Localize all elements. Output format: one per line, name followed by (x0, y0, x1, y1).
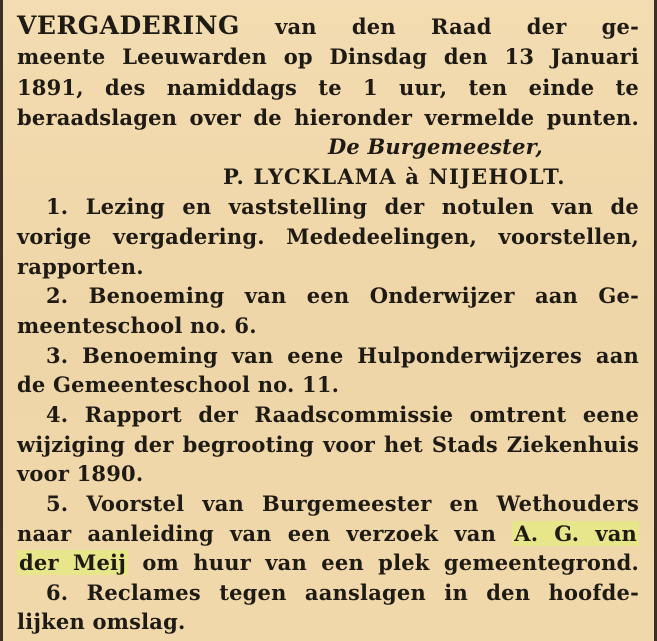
clipping-edge-left (0, 0, 3, 641)
agenda-item-4-line-3: voor 1890. (17, 461, 144, 486)
header-line-1 (17, 12, 639, 41)
header-line-4: beraadslagen over de hieronder vermelde punten. (17, 105, 639, 130)
agenda-item-3-line-2: de Gemeenteschool no. 11. (17, 372, 340, 397)
agenda-item-6-line-2: lijken omslag. (17, 609, 186, 634)
agenda-item-5-line-2 (17, 520, 639, 548)
agenda-item-2-line-2: meenteschool no. 6. (17, 313, 257, 338)
agenda-item-3-line-1: 3. Benoeming van eene Hulponderwijzeres aan (46, 343, 639, 368)
agenda-item-4-line-2: wijziging der begrooting voor het Stads Ziekenhuis (17, 432, 639, 457)
highlighted-name-part-1: A. G. van (514, 521, 637, 546)
highlighted-name-part-2: der Meij (19, 550, 127, 575)
agenda-item-1-line-2: vorige vergadering. Mededeelingen, voorstellen, (17, 224, 639, 249)
agenda-item-1-line-3: rapporten. (17, 254, 144, 279)
signature-name: P. LYCKLAMA à NIJEHOLT. (223, 164, 566, 189)
agenda-item-5-line-3 (17, 549, 639, 577)
agenda-item-5-line-1: 5. Voorstel van Burgemeester en Wethouders (46, 491, 639, 516)
header-line-2: meente Leeuwarden op Dinsdag den 13 Januari (17, 44, 639, 69)
agenda-item-2-line-1: 2. Benoeming van een Onderwijzer aan Ge- (46, 283, 639, 308)
signature-title: De Burgemeester, (328, 134, 543, 159)
header-line-3: 1891, des namiddags te 1 uur, ten einde te (17, 75, 639, 100)
agenda-item-6-line-1: 6. Reclames tegen aanslagen in den hoofde- (46, 580, 639, 605)
agenda-item-4-line-1: 4. Rapport der Raadscommissie omtrent eene (46, 402, 639, 427)
heading-title: VERGADERING (17, 11, 240, 40)
agenda-item-5-line-2-text: naar aanleiding van een verzoek van (17, 521, 497, 546)
header-line-1-rest: van den Raad der ge- (275, 14, 639, 39)
agenda-item-1-line-1: 1. Lezing en vaststelling der notulen van de (46, 194, 639, 219)
agenda-item-5-line-3-text: om huur van een plek gemeentegrond. (142, 550, 640, 575)
